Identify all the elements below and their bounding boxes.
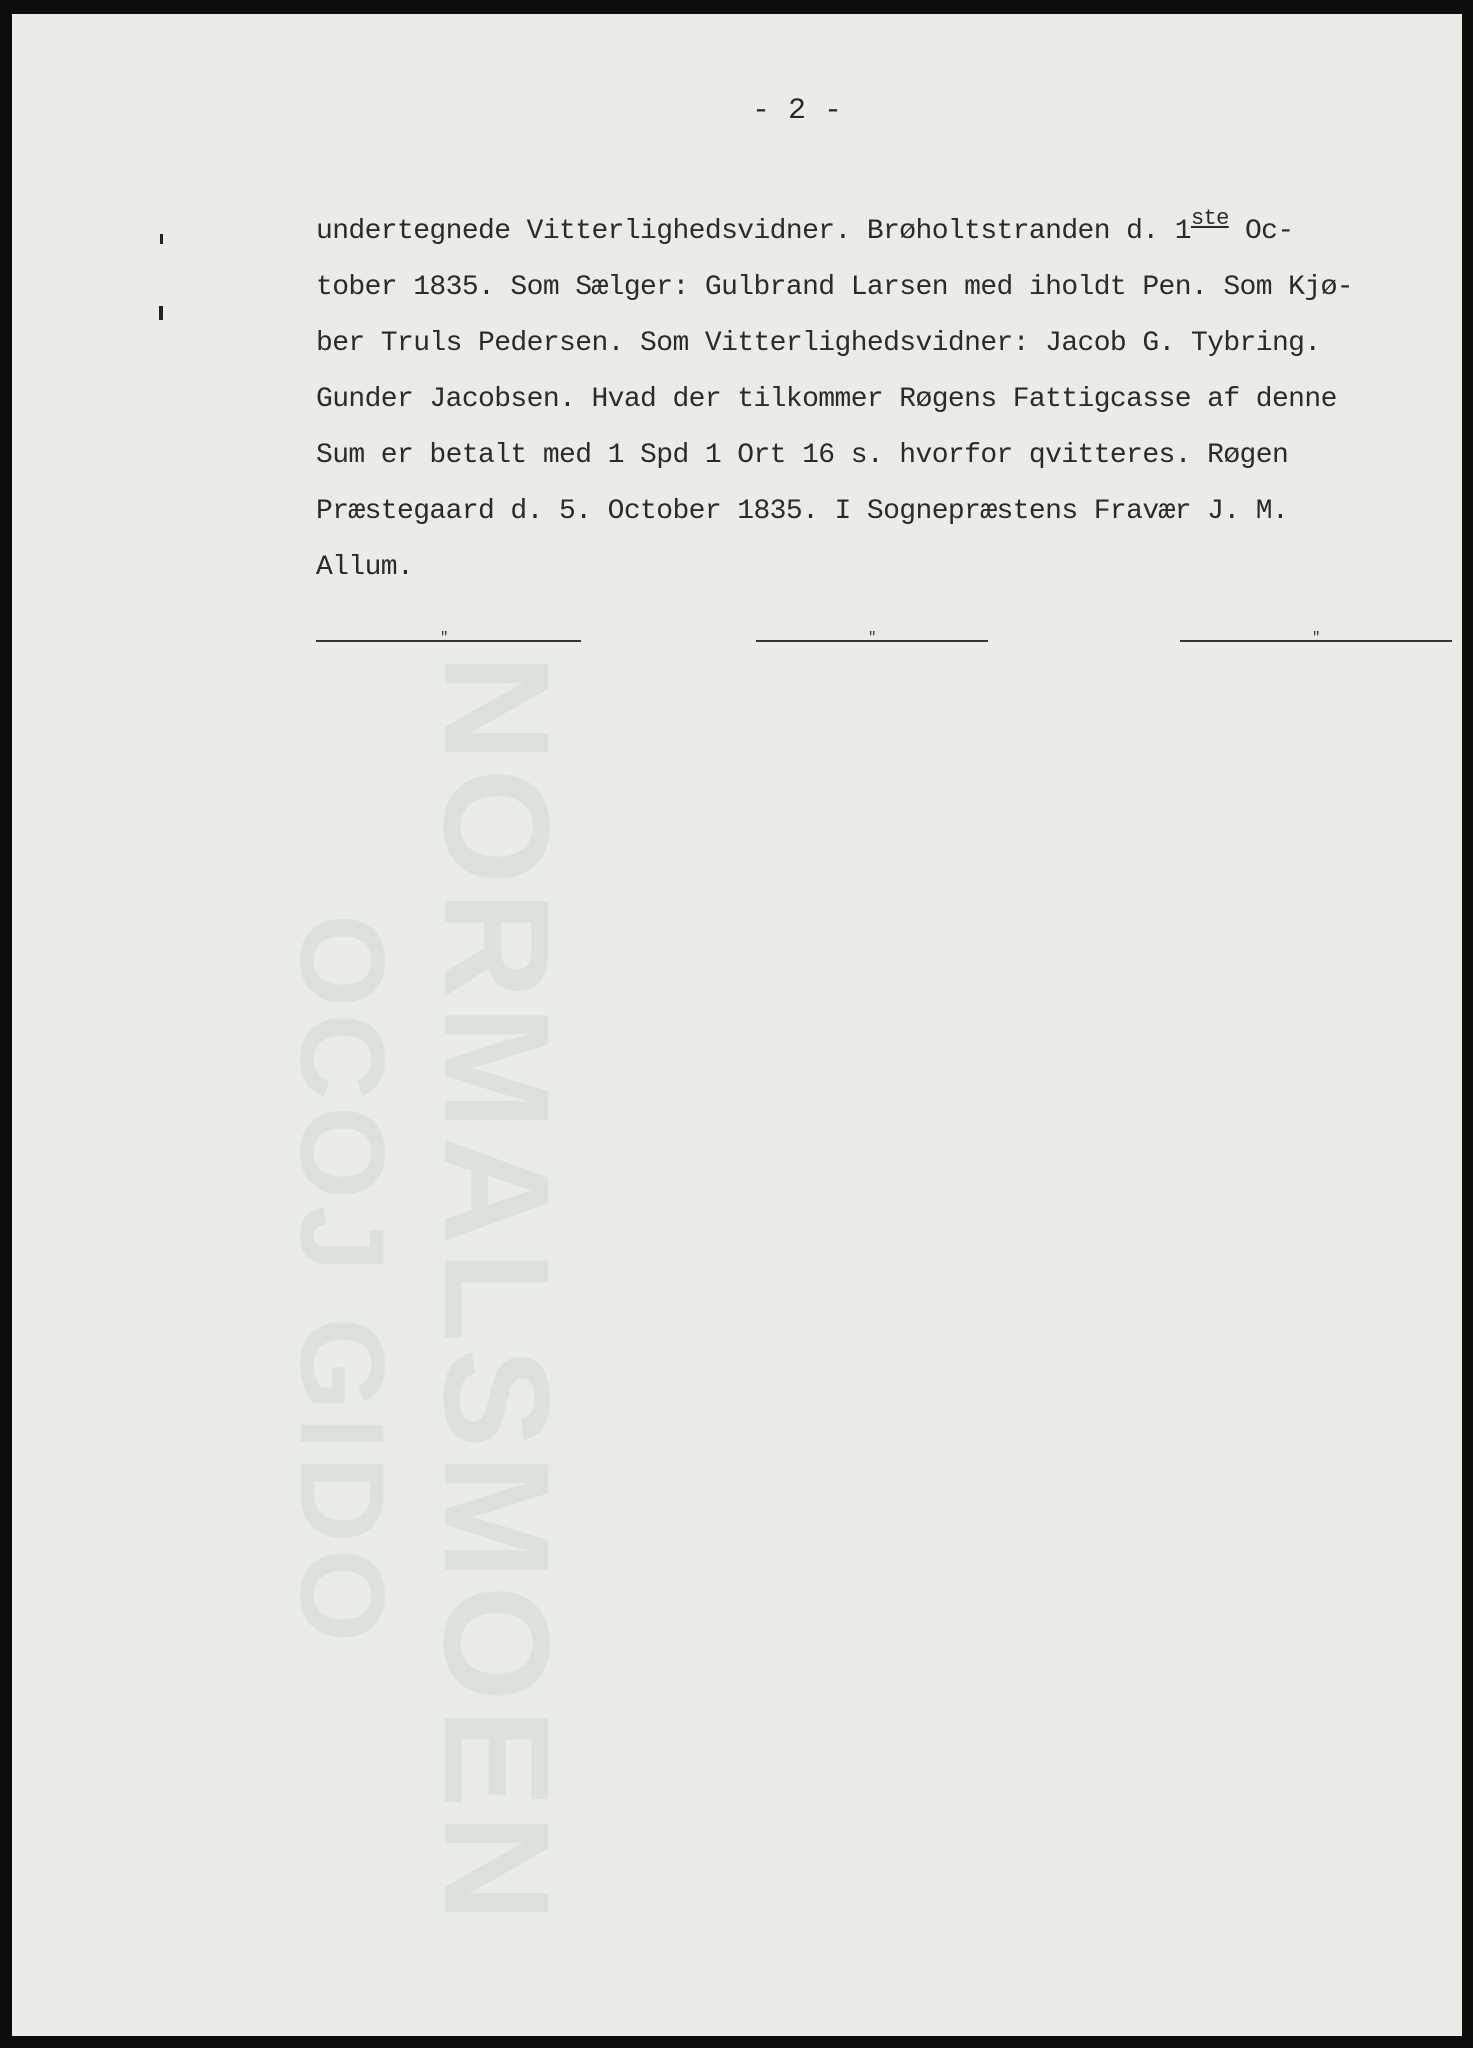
separator-mark: " <box>440 630 449 646</box>
text-line-7: Allum. <box>316 552 414 583</box>
transcribed-text <box>316 204 1456 596</box>
watermark-line-1: NORMALSMOEN <box>413 654 581 1929</box>
text-line-4: Gunder Jacobsen. Hvad der tilkommer Røgens Fattigcasse af denne <box>316 384 1337 415</box>
ordinal-superscript: ste <box>1190 206 1229 231</box>
text-line-1-start: undertegnede Vitterlighedsvidner. Brøholtstranden d. 1 <box>316 216 1191 247</box>
margin-mark <box>160 234 163 244</box>
text-line-1 <box>316 204 1456 260</box>
separator-mark: " <box>1312 630 1321 646</box>
watermark-line-2: OCOJ GIDO <box>275 914 409 1649</box>
margin-mark <box>159 306 163 320</box>
text-line-2: tober 1835. Som Sælger: Gulbrand Larsen med iholdt Pen. Som Kjø- <box>316 272 1353 303</box>
separator-rule-left <box>316 630 581 646</box>
text-line-5: Sum er betalt med 1 Spd 1 Ort 16 s. hvorfor qvitteres. Røgen <box>316 440 1289 471</box>
text-line-1-end: Oc- <box>1228 216 1294 247</box>
text-line-3: ber Truls Pedersen. Som Vitterlighedsvidner: Jacob G. Tybring. <box>316 328 1321 359</box>
watermark-stamp <box>275 654 581 1929</box>
separator-rule-center <box>756 630 988 646</box>
separator-rule-right <box>1180 630 1452 646</box>
document-page <box>12 14 1462 2036</box>
separator-mark: " <box>868 630 877 646</box>
page-number: - 2 - <box>752 94 843 128</box>
text-line-6: Præstegaard d. 5. October 1835. I Sognepræstens Fravær J. M. <box>316 496 1289 527</box>
